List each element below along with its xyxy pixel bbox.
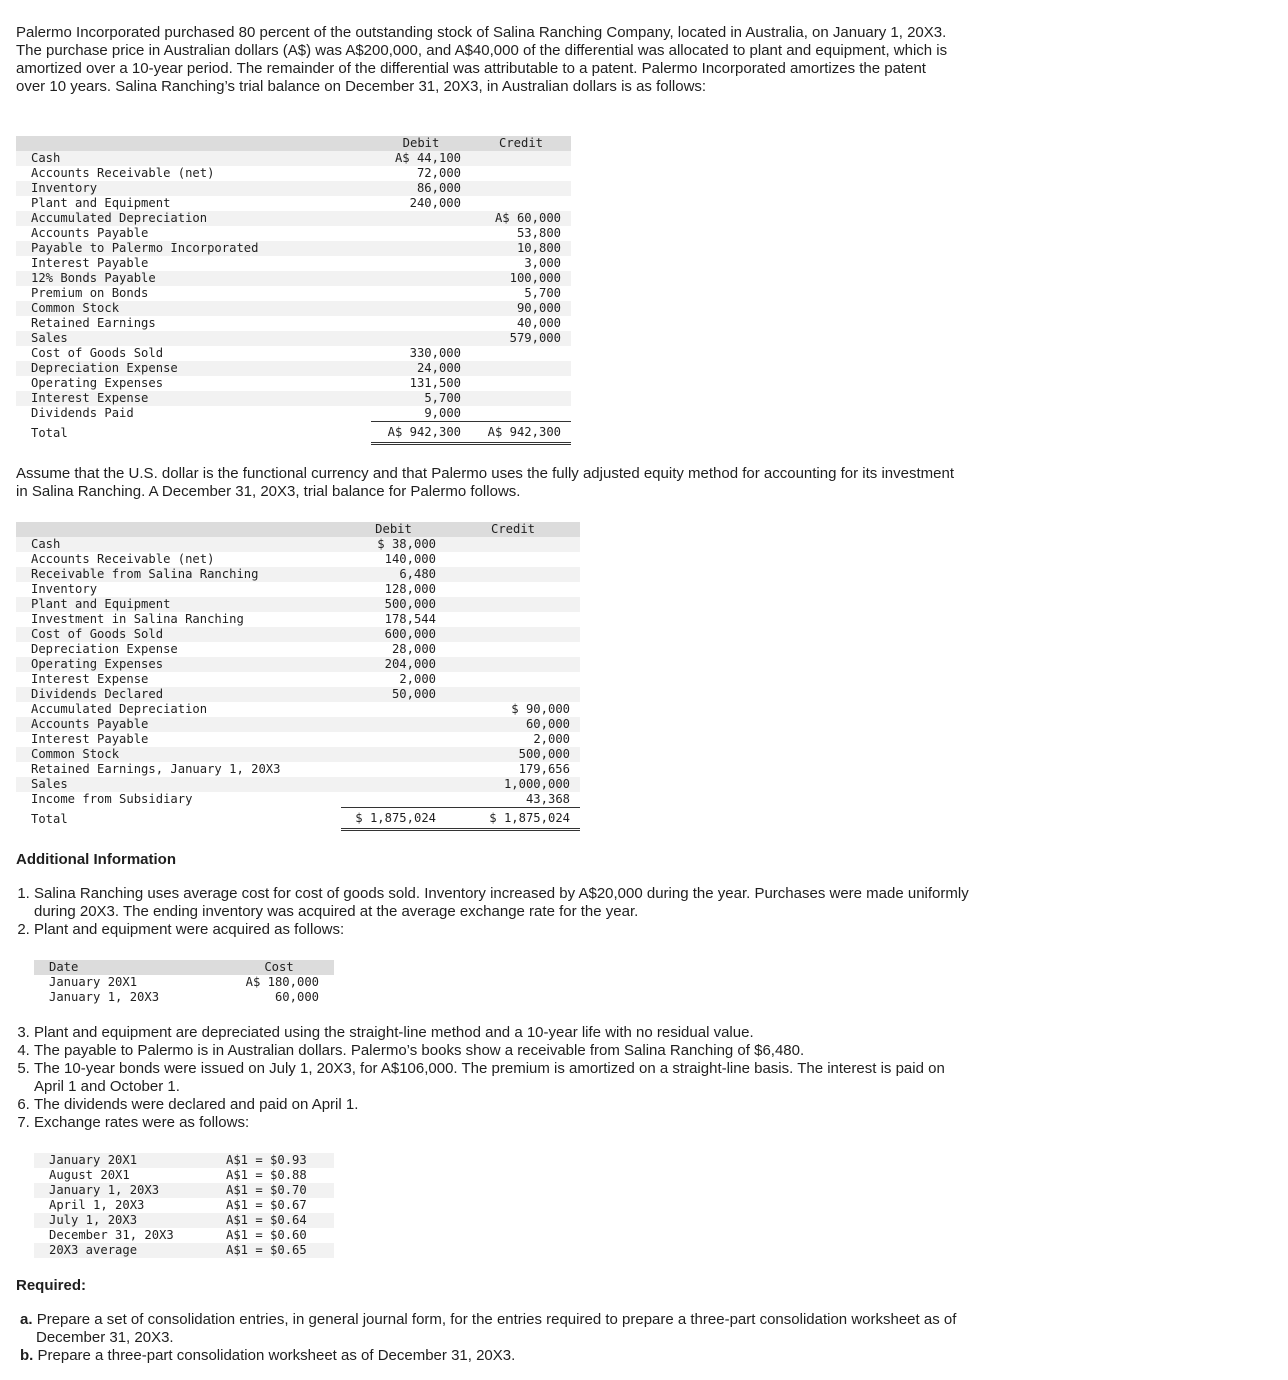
salina-account-label: Inventory — [16, 181, 371, 196]
salina-total-label: Total — [31, 425, 68, 440]
palermo-debit-value — [341, 777, 446, 792]
salina-credit-value — [471, 166, 571, 181]
salina-credit-value: A$ 60,000 — [471, 211, 571, 226]
palermo-row — [16, 627, 580, 642]
salina-credit-value — [471, 391, 571, 406]
palermo-row — [16, 657, 580, 672]
salina-credit-value: 3,000 — [524, 256, 561, 270]
plant-row — [34, 975, 334, 990]
palermo-row — [16, 597, 580, 612]
palermo-debit-value: 600,000 — [341, 627, 446, 642]
plant-cost: A$ 180,000 — [245, 975, 319, 989]
palermo-debit-value: 140,000 — [384, 552, 436, 566]
salina-debit-value — [371, 256, 471, 271]
salina-row — [16, 271, 571, 286]
palermo-row — [16, 687, 580, 702]
palermo-credit-value — [446, 552, 580, 567]
rate-date: August 20X1 — [49, 1168, 130, 1182]
salina-account-label: Plant and Equipment — [31, 196, 171, 210]
palermo-account-label: Accounts Receivable (net) — [31, 552, 215, 566]
salina-account-label: Retained Earnings — [31, 316, 156, 330]
salina-account-label: Common Stock — [16, 301, 371, 316]
plant-date-header: Date — [34, 960, 204, 975]
palermo-debit-value: 2,000 — [399, 672, 436, 686]
salina-account-label: Accumulated Depreciation — [16, 211, 371, 226]
plant-acquisition-table — [34, 960, 334, 1005]
palermo-total-row — [16, 808, 580, 830]
salina-row — [16, 301, 571, 316]
palermo-row — [16, 777, 580, 792]
salina-credit-value — [471, 376, 571, 391]
salina-debit-value: A$ 44,100 — [371, 151, 471, 166]
salina-row — [16, 406, 571, 422]
palermo-total-label: Total — [31, 811, 68, 826]
salina-row — [16, 361, 571, 376]
info-item: 7. Exchange rates were as follows: — [34, 1114, 974, 1132]
rate-row — [34, 1198, 334, 1213]
salina-debit-value: 9,000 — [424, 406, 461, 420]
palermo-debit-value — [341, 702, 446, 717]
palermo-total-debit: $ 1,875,024 — [341, 808, 446, 830]
palermo-credit-value — [446, 612, 580, 627]
palermo-row — [16, 717, 580, 732]
salina-debit-header: Debit — [371, 136, 471, 151]
salina-account-label: Cash — [16, 151, 371, 166]
plant-header-row — [34, 960, 334, 975]
palermo-debit-value — [341, 717, 446, 732]
salina-credit-value — [471, 181, 571, 196]
palermo-account-label: Inventory — [31, 582, 98, 596]
salina-credit-value: 53,800 — [516, 226, 561, 240]
rate-row — [34, 1213, 334, 1228]
salina-credit-value: 5,700 — [524, 286, 561, 300]
salina-debit-value: 240,000 — [409, 196, 461, 210]
rate-row — [34, 1153, 334, 1168]
palermo-account-label: Plant and Equipment — [16, 597, 341, 612]
palermo-credit-value — [446, 657, 580, 672]
salina-debit-value: 72,000 — [416, 166, 461, 180]
palermo-row — [16, 762, 580, 777]
salina-row — [16, 331, 571, 346]
palermo-debit-value: 500,000 — [341, 597, 446, 612]
salina-header-row — [16, 136, 571, 151]
palermo-account-label: Accumulated Depreciation — [31, 702, 208, 716]
palermo-account-label: Retained Earnings, January 1, 20X3 — [31, 762, 281, 776]
salina-row — [16, 151, 571, 166]
salina-account-label: Interest Expense — [16, 391, 371, 406]
rate-row — [34, 1228, 334, 1243]
rate-row — [34, 1243, 334, 1258]
salina-debit-value: 5,700 — [371, 391, 471, 406]
required-heading: Required: — [16, 1277, 87, 1294]
palermo-credit-value: 2,000 — [533, 732, 570, 746]
rate-row — [34, 1183, 334, 1198]
salina-credit-value: 10,800 — [471, 241, 571, 256]
palermo-credit-value — [446, 597, 580, 612]
salina-debit-value: 86,000 — [371, 181, 471, 196]
salina-row — [16, 226, 571, 241]
assumption-paragraph: Assume that the U.S. dollar is the functional currency and that Palermo uses the fully adjusted equity method for accounting for its investment in Salina Ranching. A December 31, 20X3, trial balance for Palermo follows. — [16, 465, 954, 500]
palermo-debit-value: 128,000 — [384, 582, 436, 596]
info-item: 4. The payable to Palermo is in Australian dollars. Palermo’s books show a receivable from Salina Ranching of $6,480. — [34, 1042, 974, 1060]
required-text: Prepare a set of consolidation entries, in general journal form, for the entries required to prepare a three-part consolidation worksheet as of December 31, 20X3. — [36, 1311, 957, 1346]
palermo-row — [16, 537, 580, 552]
palermo-account-label: Cost of Goods Sold — [16, 627, 341, 642]
required-list — [16, 1311, 960, 1365]
palermo-debit-value — [341, 792, 446, 808]
palermo-row — [16, 792, 580, 808]
info-item: 2. Plant and equipment were acquired as follows: — [34, 921, 974, 939]
salina-account-label: Depreciation Expense — [16, 361, 371, 376]
salina-credit-header: Credit — [471, 136, 571, 151]
salina-row — [16, 346, 571, 361]
rate-date: July 1, 20X3 — [34, 1213, 226, 1228]
palermo-account-label: Accounts Payable — [16, 717, 341, 732]
salina-credit-value — [471, 361, 571, 376]
plant-cost-header: Cost — [204, 960, 334, 975]
rate-value: A$1 = $0.64 — [226, 1213, 334, 1228]
salina-debit-value: 131,500 — [409, 376, 461, 390]
palermo-account-label: Sales — [16, 777, 341, 792]
palermo-debit-value: 204,000 — [341, 657, 446, 672]
salina-debit-value — [371, 286, 471, 301]
salina-account-label: Interest Payable — [31, 256, 149, 270]
plant-row — [34, 990, 334, 1005]
salina-credit-value — [471, 196, 571, 211]
salina-credit-value — [471, 346, 571, 361]
palermo-row — [16, 747, 580, 762]
info-item: 5. The 10-year bonds were issued on July 1, 20X3, for A$106,000. The premium is amortized on a straight-line basis. The interest is paid on April 1 and October 1. — [34, 1060, 974, 1096]
required-text: Prepare a three-part consolidation worksheet as of December 31, 20X3. — [37, 1347, 516, 1364]
salina-credit-value: 579,000 — [471, 331, 571, 346]
palermo-credit-value: 43,368 — [525, 792, 570, 806]
salina-debit-value — [371, 271, 471, 286]
salina-debit-value — [371, 226, 471, 241]
palermo-header-row — [16, 522, 580, 537]
palermo-credit-value: 1,000,000 — [446, 777, 580, 792]
palermo-credit-value — [446, 537, 580, 552]
salina-row — [16, 391, 571, 406]
exchange-rates-table — [34, 1153, 334, 1258]
salina-account-label: Operating Expenses — [31, 376, 164, 390]
palermo-row — [16, 642, 580, 657]
palermo-account-label: Investment in Salina Ranching — [31, 612, 244, 626]
palermo-row — [16, 552, 580, 567]
palermo-debit-value — [341, 732, 446, 747]
palermo-credit-value — [446, 567, 580, 582]
salina-debit-value — [371, 241, 471, 256]
salina-debit-value — [371, 301, 471, 316]
palermo-row — [16, 672, 580, 687]
salina-debit-value: 24,000 — [371, 361, 471, 376]
rate-row — [34, 1168, 334, 1183]
palermo-account-label: Common Stock — [16, 747, 341, 762]
info-item: 1. Salina Ranching uses average cost for cost of goods sold. Inventory increased by A$20,000 during the year. Purchases were made uniformly during 20X3. The ending inventory was acquired at the average exchange rate for the year. — [34, 885, 974, 921]
rate-value: A$1 = $0.88 — [226, 1168, 307, 1182]
salina-account-label: Sales — [16, 331, 371, 346]
salina-debit-value — [371, 316, 471, 331]
rate-date: December 31, 20X3 — [49, 1228, 174, 1242]
rate-value: A$1 = $0.93 — [226, 1153, 334, 1168]
palermo-debit-value: 178,544 — [384, 612, 436, 626]
plant-date: January 1, 20X3 — [49, 990, 160, 1004]
salina-row — [16, 211, 571, 226]
palermo-account-label: Dividends Declared — [16, 687, 341, 702]
rate-value: A$1 = $0.67 — [226, 1198, 307, 1212]
salina-trial-balance — [16, 136, 571, 445]
info-item: 6. The dividends were declared and paid on April 1. — [34, 1096, 974, 1114]
palermo-row — [16, 567, 580, 582]
salina-credit-value: 40,000 — [516, 316, 561, 330]
palermo-credit-value: $ 90,000 — [511, 702, 570, 716]
rate-date: April 1, 20X3 — [49, 1198, 145, 1212]
salina-credit-value — [471, 406, 571, 422]
info-item: 3. Plant and equipment are depreciated using the straight-line method and a 10-year life with no residual value. — [34, 1024, 974, 1042]
palermo-credit-value: 500,000 — [446, 747, 580, 762]
salina-row — [16, 166, 571, 181]
palermo-credit-value — [446, 672, 580, 687]
salina-total-credit: A$ 942,300 — [471, 422, 571, 444]
additional-info-list-2 — [16, 1024, 974, 1132]
salina-debit-value: 330,000 — [409, 346, 461, 360]
palermo-account-label: Receivable from Salina Ranching — [16, 567, 341, 582]
palermo-debit-value: 50,000 — [341, 687, 446, 702]
rate-value: A$1 = $0.70 — [226, 1183, 334, 1198]
rate-value: A$1 = $0.60 — [226, 1228, 307, 1242]
palermo-account-label: Interest Payable — [31, 732, 149, 746]
salina-row — [16, 181, 571, 196]
required-letter: b. — [20, 1347, 34, 1364]
palermo-debit-value — [341, 747, 446, 762]
salina-row — [16, 286, 571, 301]
palermo-credit-value — [446, 642, 580, 657]
salina-account-label: Payable to Palermo Incorporated — [16, 241, 371, 256]
additional-info-list-1 — [16, 885, 974, 939]
palermo-debit-value: $ 38,000 — [341, 537, 446, 552]
palermo-credit-header: Credit — [446, 522, 580, 537]
palermo-credit-value — [446, 582, 580, 597]
salina-account-label: 12% Bonds Payable — [16, 271, 371, 286]
rate-date: January 20X1 — [34, 1153, 226, 1168]
rate-value: A$1 = $0.65 — [226, 1243, 334, 1258]
palermo-account-label: Operating Expenses — [16, 657, 341, 672]
palermo-row — [16, 582, 580, 597]
palermo-credit-value — [446, 687, 580, 702]
palermo-account-label: Income from Subsidiary — [31, 792, 193, 807]
palermo-account-label: Depreciation Expense — [31, 642, 178, 656]
palermo-debit-value — [341, 762, 446, 777]
additional-info-heading: Additional Information — [16, 851, 176, 868]
salina-row — [16, 196, 571, 211]
salina-total-row — [16, 422, 571, 444]
salina-row — [16, 241, 571, 256]
salina-debit-value — [371, 331, 471, 346]
salina-credit-value — [471, 151, 571, 166]
rate-date: January 1, 20X3 — [34, 1183, 226, 1198]
palermo-debit-value: 6,480 — [341, 567, 446, 582]
salina-row — [16, 316, 571, 331]
palermo-debit-value: 28,000 — [391, 642, 436, 656]
required-letter: a. — [20, 1311, 33, 1328]
palermo-debit-header: Debit — [341, 522, 446, 537]
salina-credit-value: 100,000 — [471, 271, 571, 286]
intro-paragraph: Palermo Incorporated purchased 80 percent of the outstanding stock of Salina Ranching Company, located in Australia, on January 1, 20X3. The purchase price in Australian dollars (A$) was A$200,000, and A$40,000 of the differential was allocated to plant and equipment, which is amortized over a 10-year period. The remainder of the differential was attributable to a patent. Palermo Incorporated amortizes the patent over 10 years. Salina Ranching’s trial balance on December 31, 20X3, in Australian dollars is as follows: — [16, 24, 948, 95]
palermo-row — [16, 612, 580, 627]
salina-account-label: Cost of Goods Sold — [31, 346, 164, 360]
plant-cost: 60,000 — [274, 990, 319, 1004]
rate-date: 20X3 average — [34, 1243, 226, 1258]
palermo-row — [16, 732, 580, 747]
required-item — [20, 1347, 960, 1365]
salina-row — [16, 376, 571, 391]
palermo-account-label: Cash — [16, 537, 341, 552]
salina-row — [16, 256, 571, 271]
salina-account-label: Accounts Payable — [31, 226, 149, 240]
salina-account-label: Dividends Paid — [31, 406, 134, 421]
salina-debit-value — [371, 211, 471, 226]
salina-total-debit: A$ 942,300 — [371, 422, 471, 444]
palermo-row — [16, 702, 580, 717]
palermo-total-credit: $ 1,875,024 — [446, 808, 580, 830]
palermo-credit-value — [446, 627, 580, 642]
salina-account-label: Accounts Receivable (net) — [31, 166, 215, 180]
palermo-account-label: Interest Expense — [31, 672, 149, 686]
palermo-credit-value: 60,000 — [446, 717, 580, 732]
salina-account-label: Premium on Bonds — [31, 286, 149, 300]
palermo-credit-value: 179,656 — [518, 762, 570, 776]
plant-date: January 20X1 — [49, 975, 138, 989]
palermo-trial-balance — [16, 522, 580, 831]
required-item — [20, 1311, 960, 1347]
salina-credit-value: 90,000 — [471, 301, 571, 316]
